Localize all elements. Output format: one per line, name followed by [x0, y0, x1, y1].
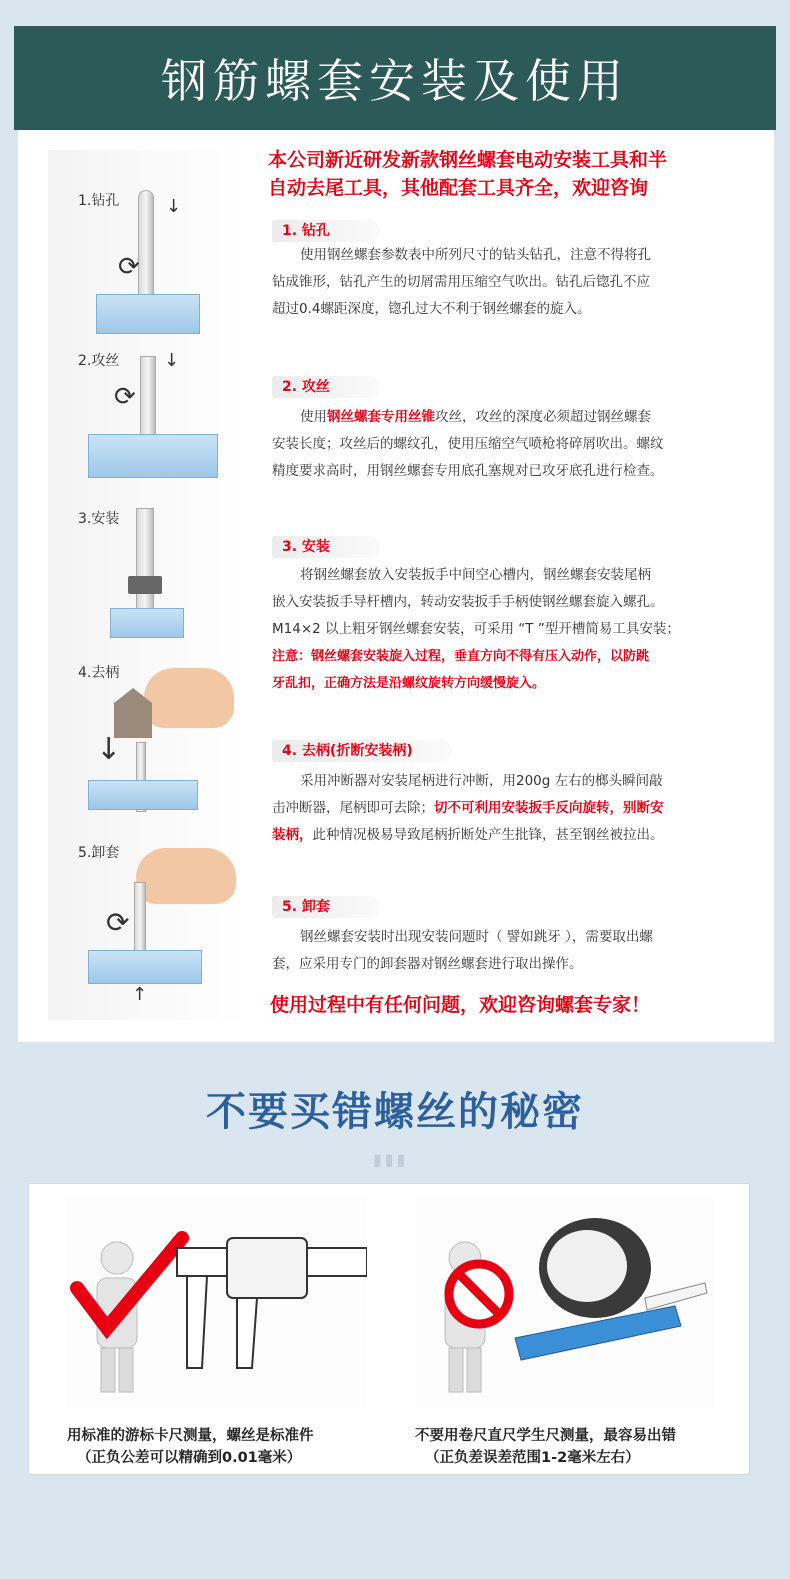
- illustration-extraction: [48, 842, 248, 1012]
- step-body-tapping: [272, 404, 758, 485]
- step-title-extraction: 5. 卸套: [272, 896, 380, 918]
- text-line: 将钢丝螺套放入安装扳手中间空心槽内，钢丝螺套安装尾柄: [300, 567, 651, 583]
- divider-dots-icon: ▮▮▮: [373, 1150, 409, 1169]
- workpiece-block-image: [88, 950, 202, 984]
- caliper-illustration-svg: [67, 1198, 367, 1408]
- tape-measure-caption: 不要用卷尺直尺学生尺测量，最容易出错: [415, 1428, 676, 1444]
- illustration-tang-removal: [48, 662, 248, 822]
- install-wrench-image: [136, 508, 154, 618]
- caliper-tolerance-caption: （正负公差可以精确到0.01毫米）: [77, 1450, 302, 1466]
- intro-line: 自动去尾工具，其他配套工具齐全，欢迎咨询: [268, 177, 649, 199]
- down-arrow-icon: ↓: [164, 350, 180, 371]
- caliper-display-icon: [227, 1238, 307, 1298]
- text-line: 精度要求高时，用钢丝螺套专用底孔塞规对已攻牙底孔进行检查。: [272, 463, 664, 479]
- tape-measure-error-caption: （正负差误差范围1-2毫米左右）: [425, 1450, 640, 1466]
- text-line: M14×2 以上粗牙钢丝螺套安装，可采用 “T ”型开槽简易工具安装；: [272, 621, 680, 637]
- text-line: 牙乱扣，正确方法是沿螺纹旋转方向缓慢旋入。: [272, 676, 546, 691]
- step-title-drilling: 1. 钻孔: [272, 220, 380, 242]
- workpiece-block-image: [110, 608, 184, 638]
- text-span: 击冲断器，尾柄即可去除；: [272, 800, 434, 816]
- text-line: 钢丝螺套安装时出现安装问题时（ 譬如跳牙 ），需要取出螺: [300, 929, 653, 945]
- page-title: 钢筋螺套安装及使用: [161, 54, 629, 108]
- caliper-card: [67, 1198, 367, 1468]
- illustration-label: 3.安装: [78, 511, 120, 527]
- illustration-drilling: [48, 190, 248, 350]
- text-span: 此种情况极易导致尾柄折断处产生批锋，甚至钢丝被拉出。: [312, 827, 664, 843]
- figure-head-icon: [101, 1242, 133, 1274]
- illustration-column: [48, 150, 248, 1020]
- step-title-installing: 3. 安装: [272, 536, 380, 558]
- highlight-text: 钢丝螺套专用丝锥: [327, 409, 435, 425]
- wrench-handle-image: [128, 576, 162, 594]
- illustration-label: 2.攻丝: [78, 353, 120, 369]
- text-span: 攻丝，攻丝的深度必须超过钢丝螺套: [435, 409, 651, 425]
- illustration-label: 1.钻孔: [78, 193, 120, 209]
- install-panel: [18, 130, 774, 1042]
- tape-blade-icon: [645, 1283, 707, 1310]
- step-body-tang-removal: [272, 768, 758, 849]
- step-body-installing: [272, 562, 758, 643]
- illustration-tapping: [48, 350, 248, 500]
- caliper-jaw-icon: [237, 1298, 257, 1368]
- text-line: 采用冲断器对安装尾柄进行冲断，用200g 左右的榔头瞬间敲: [300, 773, 663, 789]
- measurement-compare-panel: [28, 1183, 750, 1475]
- workpiece-block-image: [96, 294, 200, 334]
- contact-expert-notice: 使用过程中有任何问题，欢迎咨询螺套专家！: [270, 994, 651, 1016]
- text-line: 套，应采用专门的卸套器对钢丝螺套进行取出操作。: [272, 956, 583, 972]
- illustration-installing: [48, 508, 248, 658]
- step-body-extraction: [272, 924, 758, 978]
- tape-measure-illustration-svg: [415, 1198, 715, 1408]
- caliper-illustration: [67, 1198, 367, 1408]
- text-line: 超过0.4螺距深度，锪孔过大不利于钢丝螺套的旋入。: [272, 301, 591, 317]
- caliper-jaw-icon: [187, 1276, 207, 1368]
- section-title: 不要买错螺丝的秘密: [206, 1089, 584, 1135]
- workpiece-block-image: [88, 780, 198, 810]
- rotate-arrow-icon: ⟳: [118, 252, 140, 282]
- figure-leg-icon: [101, 1348, 115, 1392]
- text-line: 使用钢丝螺套参数表中所列尺寸的钻头钻孔，注意不得将孔: [300, 247, 651, 263]
- tape-measure-illustration: [415, 1198, 715, 1408]
- step-title-tapping: 2. 攻丝: [272, 376, 380, 398]
- up-arrow-icon: ↑: [132, 984, 148, 1005]
- text-line: [272, 404, 758, 431]
- down-arrow-icon: ↓: [166, 196, 182, 217]
- text-line: 安装长度；攻丝后的螺纹孔，使用压缩空气喷枪将碎屑吹出。螺纹: [272, 436, 664, 452]
- intro-line: 本公司新近研发新款钢丝螺套电动安装工具和半: [268, 149, 668, 171]
- illustration-label: 5.卸套: [78, 845, 120, 861]
- figure-leg-icon: [449, 1348, 463, 1392]
- caliper-caption: 用标准的游标卡尺测量，螺丝是标准件: [67, 1428, 314, 1444]
- text-line: 钻成锥形，钻孔产生的切屑需用压缩空气吹出。钻孔后锪孔不应: [272, 274, 650, 290]
- intro-notice: [268, 146, 768, 202]
- hand-image: [144, 668, 234, 728]
- hand-image: [136, 848, 236, 904]
- install-warning: [272, 643, 758, 697]
- down-arrow-icon: ↓: [96, 732, 122, 767]
- step-title-tang-removal: 4. 去柄(折断安装柄): [272, 740, 452, 762]
- tape-measure-card: [415, 1198, 715, 1468]
- tape-measure-face-icon: [547, 1230, 627, 1302]
- drill-bit-image: [138, 190, 154, 310]
- figure-leg-icon: [119, 1348, 133, 1392]
- text-line: [272, 795, 758, 822]
- text-line: 嵌入安装扳手导杆槽内，转动安装扳手手柄使钢丝螺套旋入螺孔。: [272, 594, 664, 610]
- page-header: [14, 26, 776, 130]
- highlight-text: 装柄，: [272, 827, 313, 843]
- rotate-arrow-icon: ⟳: [114, 382, 136, 412]
- text-line: 注意：钢丝螺套安装旋入过程，垂直方向不得有压入动作，以防跳: [272, 649, 650, 664]
- step-body-drilling: [272, 242, 758, 323]
- illustration-label: 4.去柄: [78, 665, 120, 681]
- rotate-arrow-icon: ⟳: [106, 906, 130, 939]
- highlight-text: 切不可利用安装扳手反向旋转，别断安: [434, 800, 664, 816]
- workpiece-block-image: [88, 434, 218, 478]
- figure-leg-icon: [467, 1348, 481, 1392]
- text-span: 使用: [300, 409, 327, 425]
- text-line: [272, 822, 758, 849]
